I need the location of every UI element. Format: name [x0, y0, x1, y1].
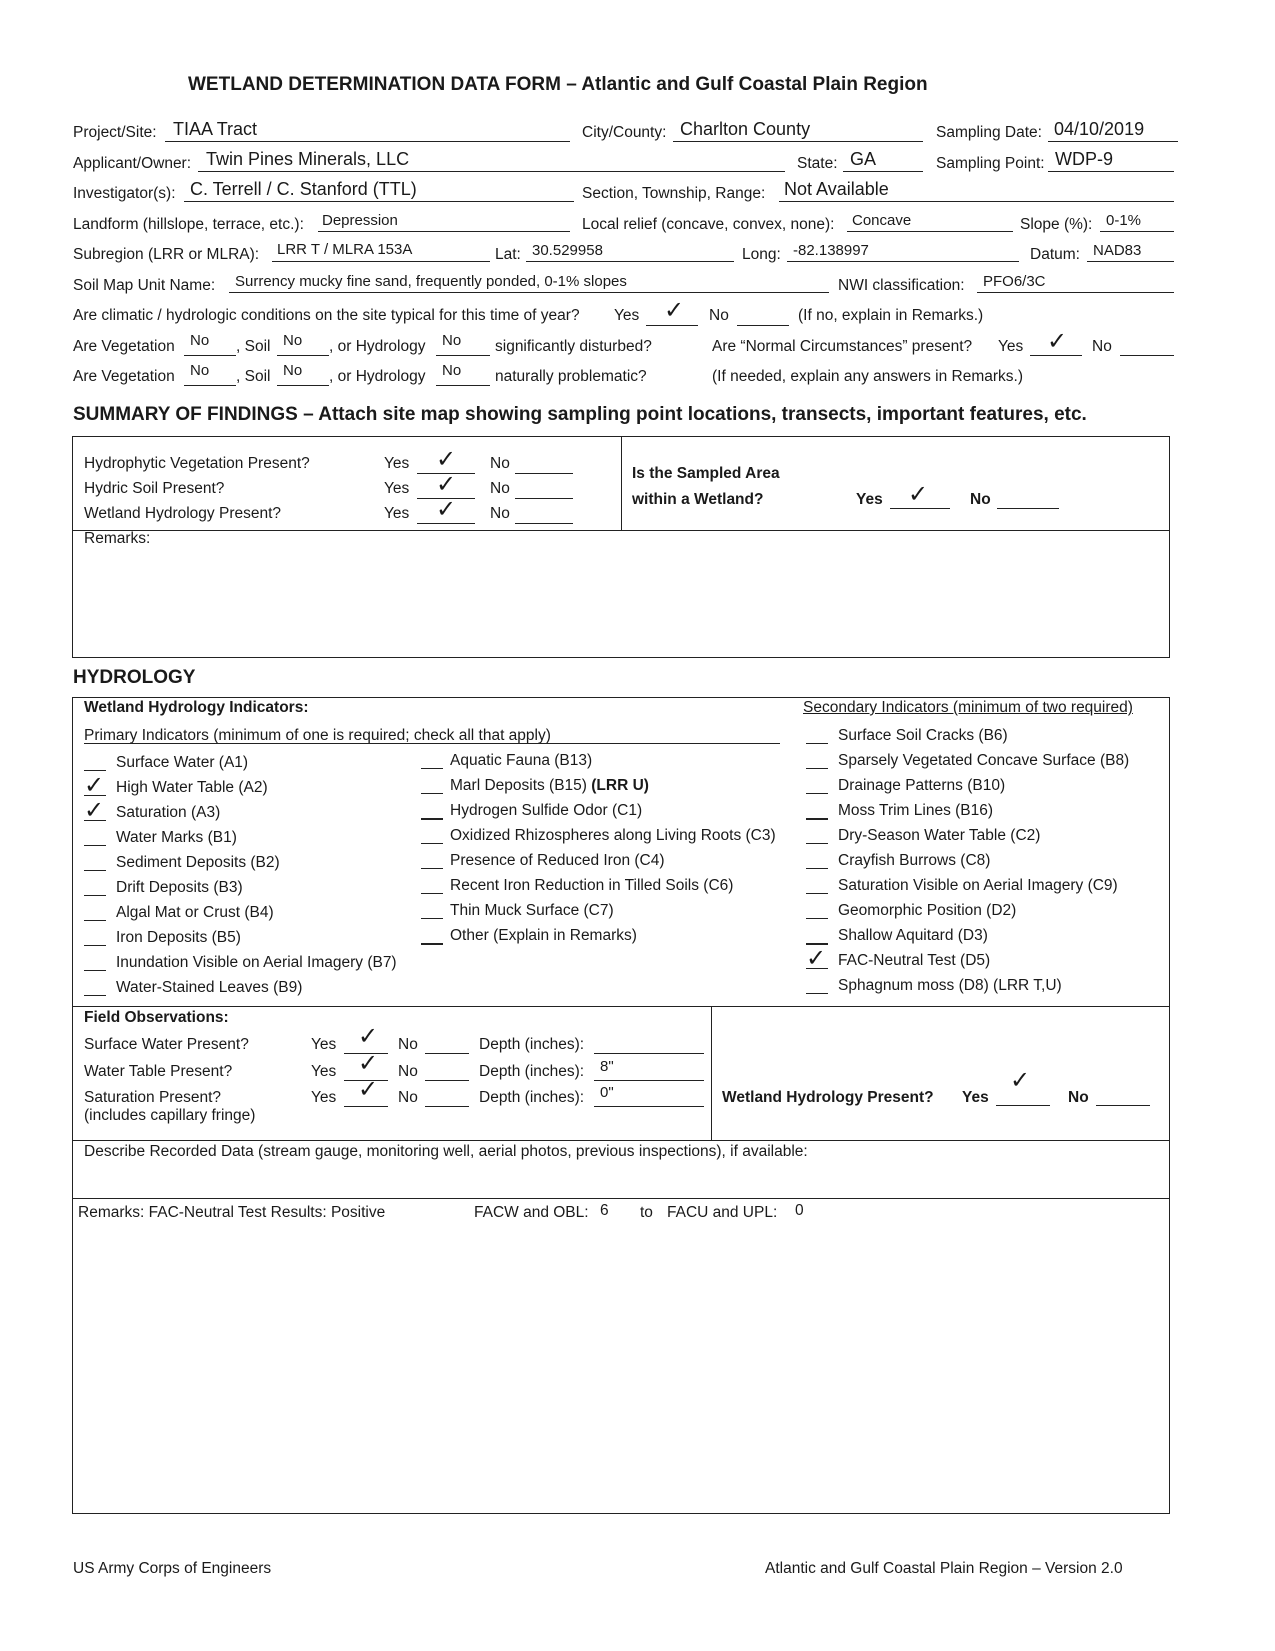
problem-veg-label: Are Vegetation [73, 368, 175, 385]
field-row-yes-check[interactable]: ✓ [358, 1022, 379, 1050]
nwi-label: NWI classification: [838, 277, 965, 294]
field-row-no-label: No [398, 1089, 418, 1106]
sampled-yes-check[interactable]: ✓ [908, 480, 929, 508]
footer-right: Atlantic and Gulf Coastal Plain Region – Version 2.0 [765, 1560, 1123, 1577]
normal-yes-label: Yes [998, 338, 1024, 355]
secondary-checkbox[interactable] [806, 893, 828, 894]
relief-label: Local relief (concave, convex, none): [582, 216, 835, 233]
secondary-checkbox[interactable] [806, 843, 828, 844]
slope-value[interactable]: 0-1% [1106, 212, 1142, 229]
normal-yes-underline [1030, 355, 1082, 356]
investigator-underline [184, 201, 574, 202]
summary-row-yes-label: Yes [384, 480, 410, 497]
climatic-note: (If no, explain in Remarks.) [798, 307, 984, 324]
primary-checkbox[interactable] [84, 970, 106, 971]
relief-underline [847, 231, 1013, 232]
primary-checkbox[interactable] [421, 943, 443, 945]
disturbed-text: significantly disturbed? [495, 338, 652, 355]
facu-label: FACU and UPL: [667, 1204, 778, 1221]
secondary-checkbox[interactable] [806, 793, 828, 794]
problem-note: (If needed, explain any answers in Remarks.) [712, 368, 1024, 385]
field-row-no-underline[interactable] [425, 1106, 469, 1107]
footer-left: US Army Corps of Engineers [73, 1560, 272, 1577]
remarks-top-divider [72, 1198, 1170, 1199]
primary-checkbox[interactable] [84, 920, 106, 921]
field-row-yes-check[interactable]: ✓ [358, 1049, 379, 1077]
disturbed-veg-underline [184, 355, 236, 356]
secondary-indicator-label: Shallow Aquitard (D3) [838, 927, 988, 944]
sampled-yes-label: Yes [856, 491, 883, 508]
normal-yes-check[interactable]: ✓ [1047, 327, 1068, 355]
summary-row-yes-check[interactable]: ✓ [436, 495, 457, 523]
summary-row-no-underline[interactable] [515, 523, 573, 524]
primary-checkbox[interactable] [421, 918, 443, 919]
secondary-indicator-label: Sparsely Vegetated Concave Surface (B8) [838, 752, 1130, 769]
primary-checkbox[interactable] [421, 868, 443, 869]
secondary-checkbox[interactable] [806, 993, 828, 994]
wetland-hydro-yes-label: Yes [962, 1089, 989, 1106]
wetland-hydro-yes-check[interactable]: ✓ [1010, 1066, 1031, 1094]
problem-hydro-value[interactable]: No [442, 362, 462, 379]
landform-underline [318, 231, 570, 232]
field-row-depth-underline [594, 1080, 704, 1081]
date-label: Sampling Date: [936, 124, 1042, 141]
primary-indicator-label [450, 802, 642, 820]
secondary-checkbox[interactable] [806, 743, 828, 744]
primary-indicator-text: Recent Iron Reduction in Tilled Soils (C6) [450, 877, 734, 894]
problem-hydro-underline [436, 385, 490, 386]
soil-value[interactable]: Surrency mucky fine sand, frequently ponded, 0-1% slopes [235, 273, 627, 290]
primary-checkbox[interactable] [84, 845, 106, 846]
project-label: Project/Site: [73, 124, 157, 141]
field-row-yes-label: Yes [311, 1036, 337, 1053]
field-label: Field Observations: [84, 1009, 229, 1026]
disturbed-hydro-value[interactable]: No [442, 332, 462, 349]
normal-no-underline[interactable] [1120, 355, 1174, 356]
primary-indicator-label: Surface Water (A1) [116, 754, 249, 771]
datum-value[interactable]: NAD83 [1093, 242, 1142, 259]
problem-soil-value[interactable]: No [283, 362, 303, 379]
primary-indicator-text: Thin Muck Surface (C7) [450, 902, 614, 919]
secondary-indicator-label: Crayfish Burrows (C8) [838, 852, 991, 869]
primary-indicator-text: Oxidized Rhizospheres along Living Roots (C3) [450, 827, 776, 844]
primary-indicator-label: Water Marks (B1) [116, 829, 237, 846]
primary-checkbox[interactable] [421, 818, 443, 820]
field-row-label: Surface Water Present? [84, 1036, 249, 1053]
summary-divider [621, 436, 622, 530]
secondary-indicator-label: Geomorphic Position (D2) [838, 902, 1017, 919]
facw-value: 6 [600, 1202, 609, 1219]
field-row-yes-underline [344, 1106, 388, 1107]
wetland-hydro-no-label: No [1068, 1089, 1089, 1106]
climatic-no-underline[interactable] [737, 325, 789, 326]
primary-checkbox[interactable] [84, 945, 106, 946]
capillary-note: (includes capillary fringe) [84, 1107, 256, 1124]
primary-checkbox[interactable] [421, 843, 443, 844]
problem-soil-label: , Soil [236, 368, 271, 385]
summary-remarks-divider [72, 530, 1170, 531]
secondary-indicator-label: Surface Soil Cracks (B6) [838, 727, 1008, 744]
subregion-value[interactable]: LRR T / MLRA 153A [277, 241, 413, 258]
primary-label-underline [84, 743, 780, 744]
climatic-no-label: No [709, 307, 729, 324]
secondary-checkbox[interactable] [806, 818, 828, 820]
investigator-label: Investigator(s): [73, 185, 176, 202]
field-row-no-label: No [398, 1036, 418, 1053]
city-label: City/County: [582, 124, 667, 141]
hydrology-remarks: Remarks: FAC-Neutral Test Results: Positive [78, 1204, 386, 1221]
state-label: State: [797, 155, 838, 172]
summary-row-no-underline[interactable] [515, 473, 573, 474]
summary-row-yes-label: Yes [384, 455, 410, 472]
primary-indicator-label [450, 852, 665, 870]
form-title: WETLAND DETERMINATION DATA FORM – Atlantic and Gulf Coastal Plain Region [188, 74, 928, 95]
field-top-divider [72, 1006, 1170, 1007]
summary-row-no-label: No [490, 505, 510, 522]
summary-row-yes-check[interactable]: ✓ [436, 470, 457, 498]
applicant-underline [198, 171, 785, 172]
to-label: to [640, 1204, 653, 1221]
secondary-checkbox[interactable] [806, 918, 828, 919]
disturbed-veg-value[interactable]: No [190, 332, 210, 349]
summary-row-yes-underline [417, 523, 475, 524]
applicant-value[interactable]: Twin Pines Minerals, LLC [206, 149, 410, 169]
primary-indicator-text: Aquatic Fauna (B13) [450, 752, 593, 769]
summary-remarks-label: Remarks: [84, 530, 151, 547]
summary-row-label: Wetland Hydrology Present? [84, 505, 282, 522]
secondary-indicator-label: Moss Trim Lines (B16) [838, 802, 994, 819]
lat-underline [526, 261, 734, 262]
project-underline [165, 141, 570, 142]
relief-value[interactable]: Concave [852, 212, 912, 229]
problem-text: naturally problematic? [495, 368, 647, 385]
field-row-yes-label: Yes [311, 1089, 337, 1106]
nwi-value[interactable]: PFO6/3C [983, 273, 1046, 290]
hydrology-heading: HYDROLOGY [73, 667, 196, 688]
field-mid-divider [711, 1006, 712, 1140]
wetland-hydro-label: Wetland Hydrology Present? [722, 1089, 934, 1106]
secondary-indicator-label: Drainage Patterns (B10) [838, 777, 1006, 794]
primary-indicator-text: Other (Explain in Remarks) [450, 927, 637, 944]
field-row-yes-check[interactable]: ✓ [358, 1075, 379, 1103]
primary-checkbox[interactable] [84, 895, 106, 896]
lat-label: Lat: [495, 246, 521, 263]
point-label: Sampling Point: [936, 155, 1045, 172]
primary-indicator-label [450, 927, 637, 945]
indicators-label: Wetland Hydrology Indicators: [84, 699, 309, 716]
summary-row-label: Hydric Soil Present? [84, 480, 225, 497]
primary-indicator-label [450, 827, 776, 845]
primary-checkbox[interactable] [421, 793, 443, 794]
secondary-indicator-label: Saturation Visible on Aerial Imagery (C9) [838, 877, 1118, 894]
climatic-yes-check[interactable]: ✓ [664, 296, 685, 324]
problem-soil-underline [277, 385, 329, 386]
soil-label: Soil Map Unit Name: [73, 277, 216, 294]
section-underline [779, 201, 1174, 202]
normal-question: Are “Normal Circumstances” present? [712, 338, 973, 355]
primary-indicator-text: Presence of Reduced Iron (C4) [450, 852, 665, 869]
primary-indicator-label: Water-Stained Leaves (B9) [116, 979, 303, 996]
secondary-checkbox[interactable] [806, 768, 828, 769]
slope-label: Slope (%): [1020, 216, 1093, 233]
secondary-checkbox[interactable] [806, 868, 828, 869]
primary-indicator-label: Drift Deposits (B3) [116, 879, 243, 896]
disturbed-veg-label: Are Vegetation [73, 338, 175, 355]
city-value[interactable]: Charlton County [680, 119, 811, 139]
sampled-area-line1: Is the Sampled Area [632, 465, 780, 482]
climatic-yes-underline [646, 325, 698, 326]
long-underline [787, 261, 1019, 262]
sampled-no-label: No [970, 491, 991, 508]
primary-indicator-label [450, 777, 649, 795]
sampled-yes-underline [890, 508, 950, 509]
primary-checkbox[interactable] [421, 893, 443, 894]
sampled-no-underline[interactable] [997, 508, 1059, 509]
facu-value: 0 [795, 1202, 804, 1219]
primary-indicator-label [450, 877, 733, 895]
summary-row-label: Hydrophytic Vegetation Present? [84, 455, 310, 472]
problem-hydro-label: , or Hydrology [329, 368, 426, 385]
landform-label: Landform (hillslope, terrace, etc.): [73, 216, 304, 233]
field-row-depth-value[interactable]: 8" [600, 1058, 614, 1075]
datum-label: Datum: [1030, 246, 1080, 263]
field-row-depth-label: Depth (inches): [479, 1036, 585, 1053]
field-row-label: Water Table Present? [84, 1063, 233, 1080]
sampled-area-line2: within a Wetland? [632, 491, 764, 508]
summary-heading: SUMMARY OF FINDINGS – Attach site map showing sampling point locations, transects, important features, etc. [73, 404, 1087, 425]
primary-indicator-text: Hydrogen Sulfide Odor (C1) [450, 802, 643, 819]
primary-checkbox[interactable] [84, 995, 106, 996]
field-row-no-label: No [398, 1063, 418, 1080]
primary-indicator-label [450, 752, 592, 770]
primary-check-mark: ✓ [84, 796, 105, 824]
soil-underline [229, 292, 829, 293]
primary-checkbox[interactable] [421, 768, 443, 769]
long-value[interactable]: -82.138997 [793, 242, 869, 259]
date-underline [1048, 141, 1178, 142]
recorded-top-divider [72, 1140, 1170, 1141]
lat-value[interactable]: 30.529958 [532, 242, 603, 259]
long-label: Long: [742, 246, 781, 263]
city-underline [673, 141, 923, 142]
primary-indicator-label: Algal Mat or Crust (B4) [116, 904, 274, 921]
point-underline [1048, 171, 1174, 172]
disturbed-soil-label: , Soil [236, 338, 271, 355]
primary-indicator-label: Inundation Visible on Aerial Imagery (B7) [116, 954, 397, 971]
disturbed-hydro-label: , or Hydrology [329, 338, 426, 355]
field-row-depth-underline [594, 1106, 704, 1107]
field-row-depth-underline [594, 1053, 704, 1054]
summary-row-yes-check[interactable]: ✓ [436, 445, 457, 473]
summary-row-no-underline[interactable] [515, 498, 573, 499]
landform-value[interactable]: Depression [322, 212, 398, 229]
section-label: Section, Township, Range: [582, 185, 766, 202]
disturbed-soil-value[interactable]: No [283, 332, 303, 349]
date-value[interactable]: 04/10/2019 [1054, 119, 1145, 139]
subregion-underline [272, 261, 490, 262]
secondary-indicator-label: FAC-Neutral Test (D5) [838, 952, 991, 969]
primary-indicator-label [450, 902, 614, 920]
primary-indicator-text: Marl Deposits (B15) [450, 777, 592, 794]
problem-veg-value[interactable]: No [190, 362, 210, 379]
facw-label: FACW and OBL: [474, 1204, 589, 1221]
secondary-indicator-label: Sphagnum moss (D8) (LRR T,U) [838, 977, 1062, 994]
disturbed-soil-underline [277, 355, 329, 356]
recorded-label: Describe Recorded Data (stream gauge, monitoring well, aerial photos, previous inspections), if available: [84, 1143, 808, 1160]
investigator-value[interactable]: C. Terrell / C. Stanford (TTL) [190, 179, 417, 199]
summary-row-no-label: No [490, 480, 510, 497]
summary-row-no-label: No [490, 455, 510, 472]
datum-underline [1087, 261, 1174, 262]
wetland-hydro-no-underline[interactable] [1096, 1105, 1150, 1106]
slope-underline [1100, 231, 1174, 232]
field-row-depth-label: Depth (inches): [479, 1089, 585, 1106]
field-row-no-underline[interactable] [425, 1080, 469, 1081]
field-row-yes-label: Yes [311, 1063, 337, 1080]
state-value[interactable]: GA [850, 149, 877, 169]
field-row-depth-label: Depth (inches): [479, 1063, 585, 1080]
primary-indicator-suffix: (LRR U) [591, 777, 649, 794]
primary-indicator-label: Sediment Deposits (B2) [116, 854, 280, 871]
nwi-underline [977, 292, 1174, 293]
climatic-yes-label: Yes [614, 307, 640, 324]
summary-row-yes-label: Yes [384, 505, 410, 522]
section-value[interactable]: Not Available [784, 179, 889, 199]
point-value[interactable]: WDP-9 [1055, 149, 1113, 169]
primary-label: Primary Indicators (minimum of one is required; check all that apply) [84, 727, 551, 744]
disturbed-hydro-underline [436, 355, 490, 356]
primary-check-mark: ✓ [84, 771, 105, 799]
field-row-depth-value[interactable]: 0" [600, 1084, 614, 1101]
field-row-label: Saturation Present? [84, 1089, 222, 1106]
state-underline [843, 171, 923, 172]
project-value[interactable]: TIAA Tract [173, 119, 258, 139]
secondary-check-mark: ✓ [806, 944, 827, 972]
primary-indicator-label: High Water Table (A2) [116, 779, 268, 796]
applicant-label: Applicant/Owner: [73, 155, 192, 172]
subregion-label: Subregion (LRR or MLRA): [73, 246, 260, 263]
primary-checkbox[interactable] [84, 870, 106, 871]
primary-indicator-label: Iron Deposits (B5) [116, 929, 241, 946]
field-row-no-underline[interactable] [425, 1053, 469, 1054]
wetland-hydro-yes-underline [996, 1105, 1050, 1106]
primary-indicator-label: Saturation (A3) [116, 804, 221, 821]
normal-no-label: No [1092, 338, 1112, 355]
climatic-question: Are climatic / hydrologic conditions on the site typical for this time of year? [73, 307, 580, 324]
secondary-indicator-label: Dry-Season Water Table (C2) [838, 827, 1041, 844]
problem-veg-underline [184, 385, 236, 386]
secondary-label: Secondary Indicators (minimum of two required) [803, 699, 1133, 716]
